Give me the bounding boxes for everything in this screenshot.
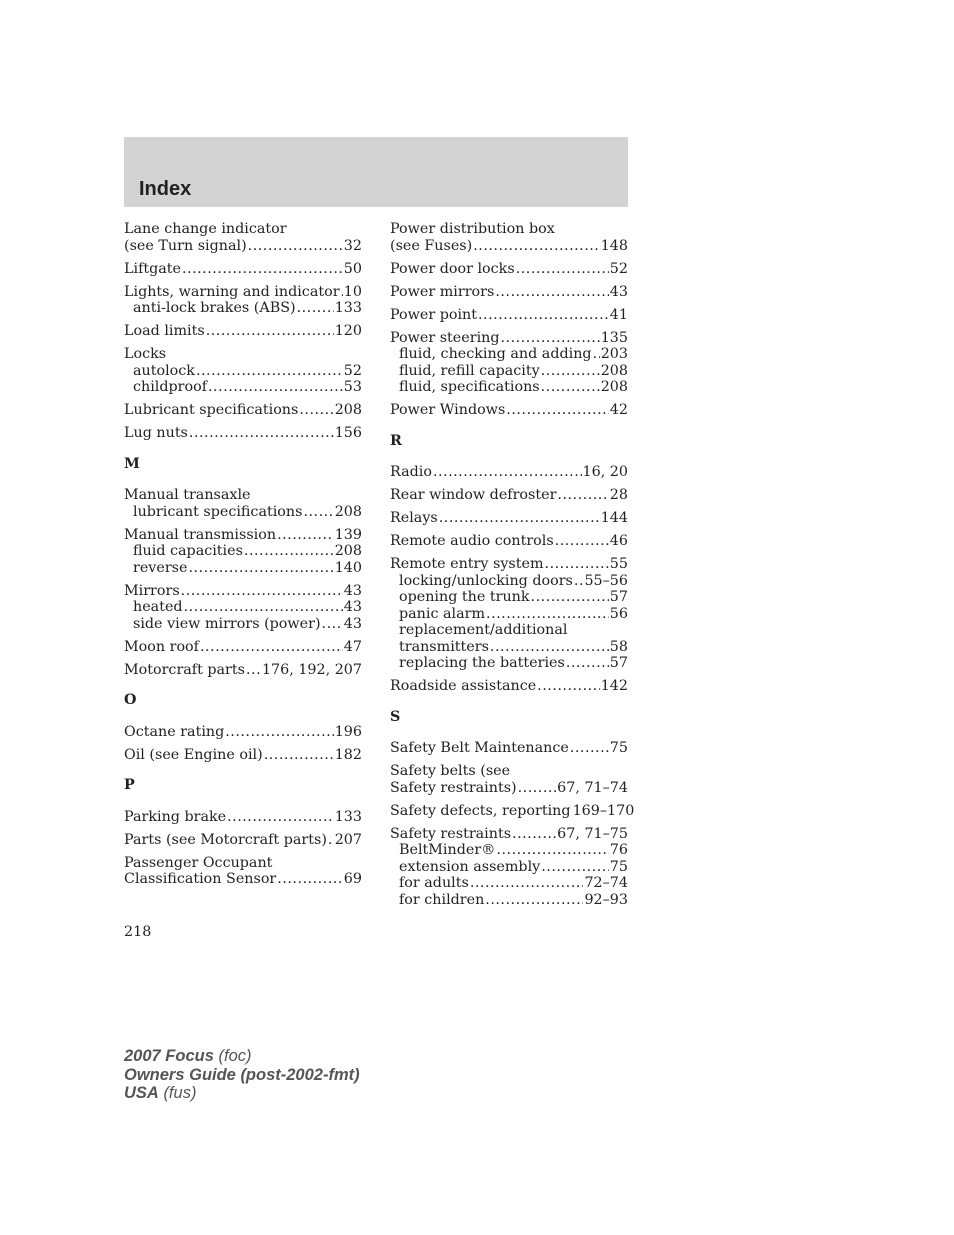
index-entry [124, 402, 362, 419]
index-subentry [124, 300, 362, 317]
page-reference: 55–56 [584, 572, 628, 589]
index-subentry [390, 655, 628, 672]
page-reference: 140 [334, 559, 362, 576]
page-reference: 43 [609, 283, 628, 300]
page-reference: 57 [609, 589, 628, 605]
index-term: Mirrors [124, 582, 180, 599]
page-reference: 50 [343, 260, 362, 277]
index-term: Remote entry system [390, 556, 544, 572]
index-entry-line [124, 402, 362, 419]
index-entry [390, 533, 628, 550]
dot-leader [478, 307, 609, 324]
index-subentry [390, 842, 628, 859]
index-subentry [124, 616, 362, 633]
index-term: transmitters [399, 638, 489, 655]
dot-leader [473, 238, 599, 255]
index-entry-line [124, 639, 362, 656]
index-term: Classification Sensor [124, 871, 277, 887]
dot-leader [537, 678, 600, 695]
dot-leader [496, 842, 608, 859]
footer-line-1 [124, 1047, 360, 1066]
index-term: panic alarm [399, 605, 486, 622]
index-entry-line [390, 678, 628, 695]
index-term: Lubricant specifications [124, 402, 299, 418]
dot-leader [196, 363, 343, 380]
dot-leader [501, 330, 600, 347]
index-term: Safety restraints [390, 825, 512, 842]
page-reference: 133 [334, 808, 362, 825]
index-term: for children [399, 891, 485, 908]
page-reference: 156 [334, 425, 362, 441]
page-reference: 182 [334, 746, 362, 763]
index-subentry [124, 363, 362, 380]
page-reference: 135 [600, 329, 628, 346]
index-subentry [390, 379, 628, 396]
index-term: Passenger Occupant [124, 854, 273, 871]
dot-leader [485, 892, 583, 909]
footer-market-code: (fus) [163, 1084, 197, 1102]
page-reference: 142 [600, 678, 628, 694]
dot-leader [557, 487, 608, 504]
index-entry [124, 284, 362, 317]
page-reference: 58 [609, 638, 628, 655]
index-term: side view mirrors (power) [133, 615, 321, 632]
index-column-left [124, 221, 362, 894]
index-term: Lights, warning and indicator [124, 283, 340, 300]
page-reference: 139 [334, 526, 362, 543]
page-reference: 169–170 [572, 802, 635, 819]
index-term: fluid, refill capacity [399, 362, 540, 379]
dot-leader [566, 655, 609, 672]
index-entry [390, 402, 628, 419]
index-term: Power point [390, 306, 478, 323]
page-reference: 75 [609, 858, 628, 875]
dot-leader [322, 616, 343, 633]
index-subentry [124, 379, 362, 396]
index-entry [124, 583, 362, 633]
footer-market: USA [124, 1084, 159, 1102]
section-letter-r: R [390, 432, 402, 449]
index-entry-line [124, 527, 362, 544]
page-reference: 207 [334, 831, 362, 848]
page-reference: 55 [609, 556, 628, 572]
index-term: Power door locks [390, 260, 515, 277]
page-reference: 92–93 [584, 891, 628, 908]
index-entry-line [390, 763, 628, 780]
index-subentry [124, 599, 362, 616]
index-entry [390, 740, 628, 757]
index-entry [124, 724, 362, 741]
dot-leader [439, 510, 600, 527]
dot-leader [555, 533, 609, 550]
dot-leader [297, 300, 334, 317]
index-term: Manual transmission [124, 526, 277, 543]
document-footer [124, 1047, 360, 1103]
index-term: autolock [133, 362, 195, 379]
index-entry-line [390, 221, 628, 238]
index-term: fluid capacities [133, 543, 243, 559]
index-entry-line [124, 284, 362, 301]
page-reference: 69 [343, 871, 362, 887]
index-subentry [124, 543, 362, 560]
index-term: Liftgate [124, 260, 181, 277]
index-term: Lug nuts [124, 425, 188, 441]
index-term: Octane rating [124, 723, 225, 740]
index-entry [124, 487, 362, 520]
page-reference: 42 [609, 402, 628, 418]
index-entry-line [124, 346, 362, 363]
index-term: Lane change indicator [124, 221, 287, 237]
page-reference: 43 [343, 599, 362, 615]
page-reference: 52 [609, 260, 628, 277]
index-entry [124, 346, 362, 396]
index-entry [124, 639, 362, 656]
dot-leader [541, 379, 600, 396]
index-entry [124, 747, 362, 764]
page-reference: 176, 192, 207 [261, 661, 362, 678]
index-entry [390, 464, 628, 481]
index-term: Safety restraints) [390, 779, 517, 796]
index-term: Power Windows [390, 402, 506, 418]
index-entry [390, 556, 628, 672]
page-reference: 75 [609, 740, 628, 756]
dot-leader [328, 832, 334, 849]
dot-leader [593, 346, 600, 363]
index-entry-line [124, 221, 362, 238]
index-term: for adults [399, 875, 469, 891]
index-entry [390, 510, 628, 527]
dot-leader [299, 402, 333, 419]
dot-leader [189, 425, 334, 442]
index-term: childproof [133, 379, 208, 395]
dot-leader [225, 724, 333, 741]
index-term: opening the trunk [399, 589, 530, 605]
page-reference: 133 [334, 300, 362, 316]
index-term: Safety belts (see [390, 763, 511, 779]
page-reference: 120 [334, 323, 362, 339]
dot-leader [545, 556, 609, 573]
index-subentry [390, 363, 628, 380]
entry-group [124, 809, 362, 888]
page-reference: 76 [609, 842, 628, 858]
dot-leader [486, 606, 609, 623]
index-term: lubricant specifications [133, 503, 303, 520]
page-reference: 196 [334, 723, 362, 740]
index-term: Roadside assistance [390, 678, 537, 694]
index-entry [124, 221, 362, 254]
dot-leader [433, 464, 582, 481]
index-entry-line [124, 238, 362, 255]
page-reference: 57 [609, 655, 628, 671]
dot-leader [206, 323, 334, 340]
index-entry-line [124, 809, 362, 826]
index-term: locking/unlocking doors [399, 572, 573, 589]
index-term: Relays [390, 510, 438, 526]
index-term: Rear window defroster [390, 487, 557, 503]
index-entry [124, 832, 362, 849]
dot-leader [277, 527, 334, 544]
dot-leader [541, 363, 600, 380]
page-reference: 43 [343, 582, 362, 599]
page-reference: 72–74 [584, 875, 628, 891]
index-entry-line [390, 740, 628, 757]
dot-leader [248, 238, 343, 255]
footer-model-code: (foc) [218, 1047, 252, 1065]
section-letter-s: S [390, 708, 401, 725]
page-reference: 16, 20 [582, 464, 628, 480]
dot-leader [516, 261, 609, 278]
index-entry [124, 323, 362, 340]
dot-leader [227, 809, 334, 826]
section-letter-p: P [124, 777, 135, 793]
page-reference: 32 [343, 237, 362, 254]
dot-leader [182, 261, 343, 278]
index-subentry [390, 622, 628, 639]
dot-leader [470, 875, 584, 892]
index-term: Motorcraft parts [124, 661, 245, 678]
index-entry-line [390, 826, 628, 843]
index-subentry [390, 606, 628, 623]
index-entry-line [390, 802, 635, 820]
index-entry-line [390, 780, 628, 797]
dot-leader [264, 747, 334, 764]
index-term: (see Turn signal) [124, 237, 247, 254]
dot-leader [244, 543, 334, 560]
footer-model: 2007 Focus [124, 1047, 214, 1065]
index-term: fluid, checking and adding [399, 346, 592, 362]
index-subentry [390, 892, 628, 909]
header-band [124, 137, 628, 207]
index-entry-line [124, 425, 362, 442]
index-term: Safety Belt Maintenance [390, 740, 569, 756]
index-term: BeltMinder® [399, 842, 496, 858]
index-entry [124, 425, 362, 442]
dot-leader [506, 402, 609, 419]
index-subentry [390, 589, 628, 606]
index-entry-line [124, 323, 362, 340]
index-entry-line [390, 238, 628, 255]
index-term: Oil (see Engine oil) [124, 746, 263, 763]
dot-leader [495, 284, 608, 301]
index-subentry [390, 875, 628, 892]
index-term: Parts (see Motorcraft parts) [124, 831, 327, 848]
entry-group [390, 221, 628, 419]
index-entry-line [390, 402, 628, 419]
index-term: Remote audio controls [390, 533, 554, 549]
index-entry-line [124, 487, 362, 504]
index-entry [390, 678, 628, 695]
page-reference: 28 [609, 487, 628, 503]
page-reference: 148 [600, 237, 628, 254]
index-term: Power distribution box [390, 221, 555, 237]
page-reference: 43 [343, 615, 362, 632]
index-entry-line [124, 261, 362, 278]
index-term: Power steering [390, 329, 500, 346]
index-entry-line [390, 487, 628, 504]
entry-group [390, 740, 635, 908]
dot-leader [277, 871, 343, 888]
footer-line-2 [124, 1066, 360, 1085]
dot-leader [200, 639, 343, 656]
page-reference: 208 [334, 503, 362, 520]
index-term: Moon roof [124, 638, 199, 655]
index-term: replacing the batteries [399, 655, 565, 671]
index-entry-line [124, 832, 362, 849]
page-reference: 208 [600, 362, 628, 379]
section-letter-m: M [124, 455, 140, 472]
page-reference: 208 [600, 379, 628, 395]
index-subentry [390, 346, 628, 363]
entry-group [124, 724, 362, 764]
index-entry-line [390, 284, 628, 301]
dot-leader [188, 560, 333, 577]
entry-group [124, 221, 362, 442]
index-entry-line [390, 261, 628, 278]
page-reference: 47 [343, 638, 362, 655]
page-reference: 203 [600, 346, 628, 362]
footer-line-3 [124, 1084, 360, 1103]
index-entry [390, 826, 628, 909]
index-entry [390, 307, 628, 324]
index-entry [390, 261, 628, 278]
index-entry [124, 527, 362, 577]
section-letter-o: O [124, 692, 137, 708]
index-term: Locks [124, 346, 167, 362]
index-term: Load limits [124, 323, 205, 339]
page-title: Index [139, 178, 192, 200]
index-entry-line [124, 871, 362, 888]
index-term: (see Fuses) [390, 237, 473, 254]
index-subentry [124, 560, 362, 577]
index-entry-line [390, 330, 628, 347]
page-reference: 208 [334, 543, 362, 559]
dot-leader [303, 504, 333, 521]
dot-leader [518, 780, 557, 797]
page-number: 218 [124, 924, 152, 940]
index-entry [390, 330, 628, 396]
page-reference: 67, 71–75 [557, 825, 628, 842]
index-term: Safety defects, reporting [390, 802, 571, 819]
index-term: reverse [133, 559, 188, 576]
index-term: Parking brake [124, 808, 227, 825]
page-reference: 53 [343, 379, 362, 395]
dot-leader [541, 859, 609, 876]
index-column-right [390, 221, 635, 915]
index-entry-line [124, 724, 362, 741]
dot-leader [574, 573, 584, 590]
index-entry [124, 809, 362, 826]
index-entry-line [390, 307, 628, 324]
dot-leader [531, 589, 609, 606]
index-term: Power mirrors [390, 283, 495, 300]
dot-leader [246, 662, 261, 679]
index-entry-line [124, 855, 362, 872]
index-entry [390, 802, 635, 820]
index-term: anti-lock brakes (ABS) [133, 300, 296, 316]
index-entry [390, 487, 628, 504]
index-subentry [390, 573, 628, 590]
page-reference: 56 [609, 605, 628, 622]
dot-leader [512, 826, 556, 843]
index-subentry [390, 859, 628, 876]
page-reference: 46 [609, 533, 628, 549]
index-entry-line [390, 533, 628, 550]
index-term: Manual transaxle [124, 487, 251, 503]
index-term: Radio [390, 464, 432, 480]
page-reference: 144 [600, 510, 628, 526]
index-entry [390, 221, 628, 254]
index-term: extension assembly [399, 858, 541, 875]
dot-leader [570, 740, 609, 757]
index-entry [390, 763, 628, 796]
index-term: heated [133, 599, 183, 615]
index-entry-line [124, 662, 362, 679]
index-entry-line [390, 510, 628, 527]
page-reference: 41 [609, 306, 628, 323]
index-subentry [124, 504, 362, 521]
dot-leader [208, 379, 343, 396]
index-entry [124, 662, 362, 679]
footer-guide: Owners Guide (post-2002-fmt) [124, 1065, 360, 1084]
index-entry-line [390, 556, 628, 573]
entry-group [124, 487, 362, 678]
dot-leader [184, 599, 343, 616]
page-reference: 208 [334, 402, 362, 418]
dot-leader [181, 583, 343, 600]
dot-leader [341, 284, 343, 301]
index-entry-line [124, 583, 362, 600]
index-entry [124, 261, 362, 278]
page-reference: 10 [343, 283, 362, 300]
page-reference: 67, 71–74 [557, 779, 628, 796]
index-entry [124, 855, 362, 888]
index-term: fluid, specifications [399, 379, 540, 395]
index-entry [390, 284, 628, 301]
index-subentry [390, 639, 628, 656]
dot-leader [490, 639, 609, 656]
index-entry-line [390, 464, 628, 481]
index-entry-line [124, 747, 362, 764]
page-reference: 52 [343, 362, 362, 379]
entry-group [390, 464, 628, 695]
index-term: replacement/additional [399, 622, 568, 638]
